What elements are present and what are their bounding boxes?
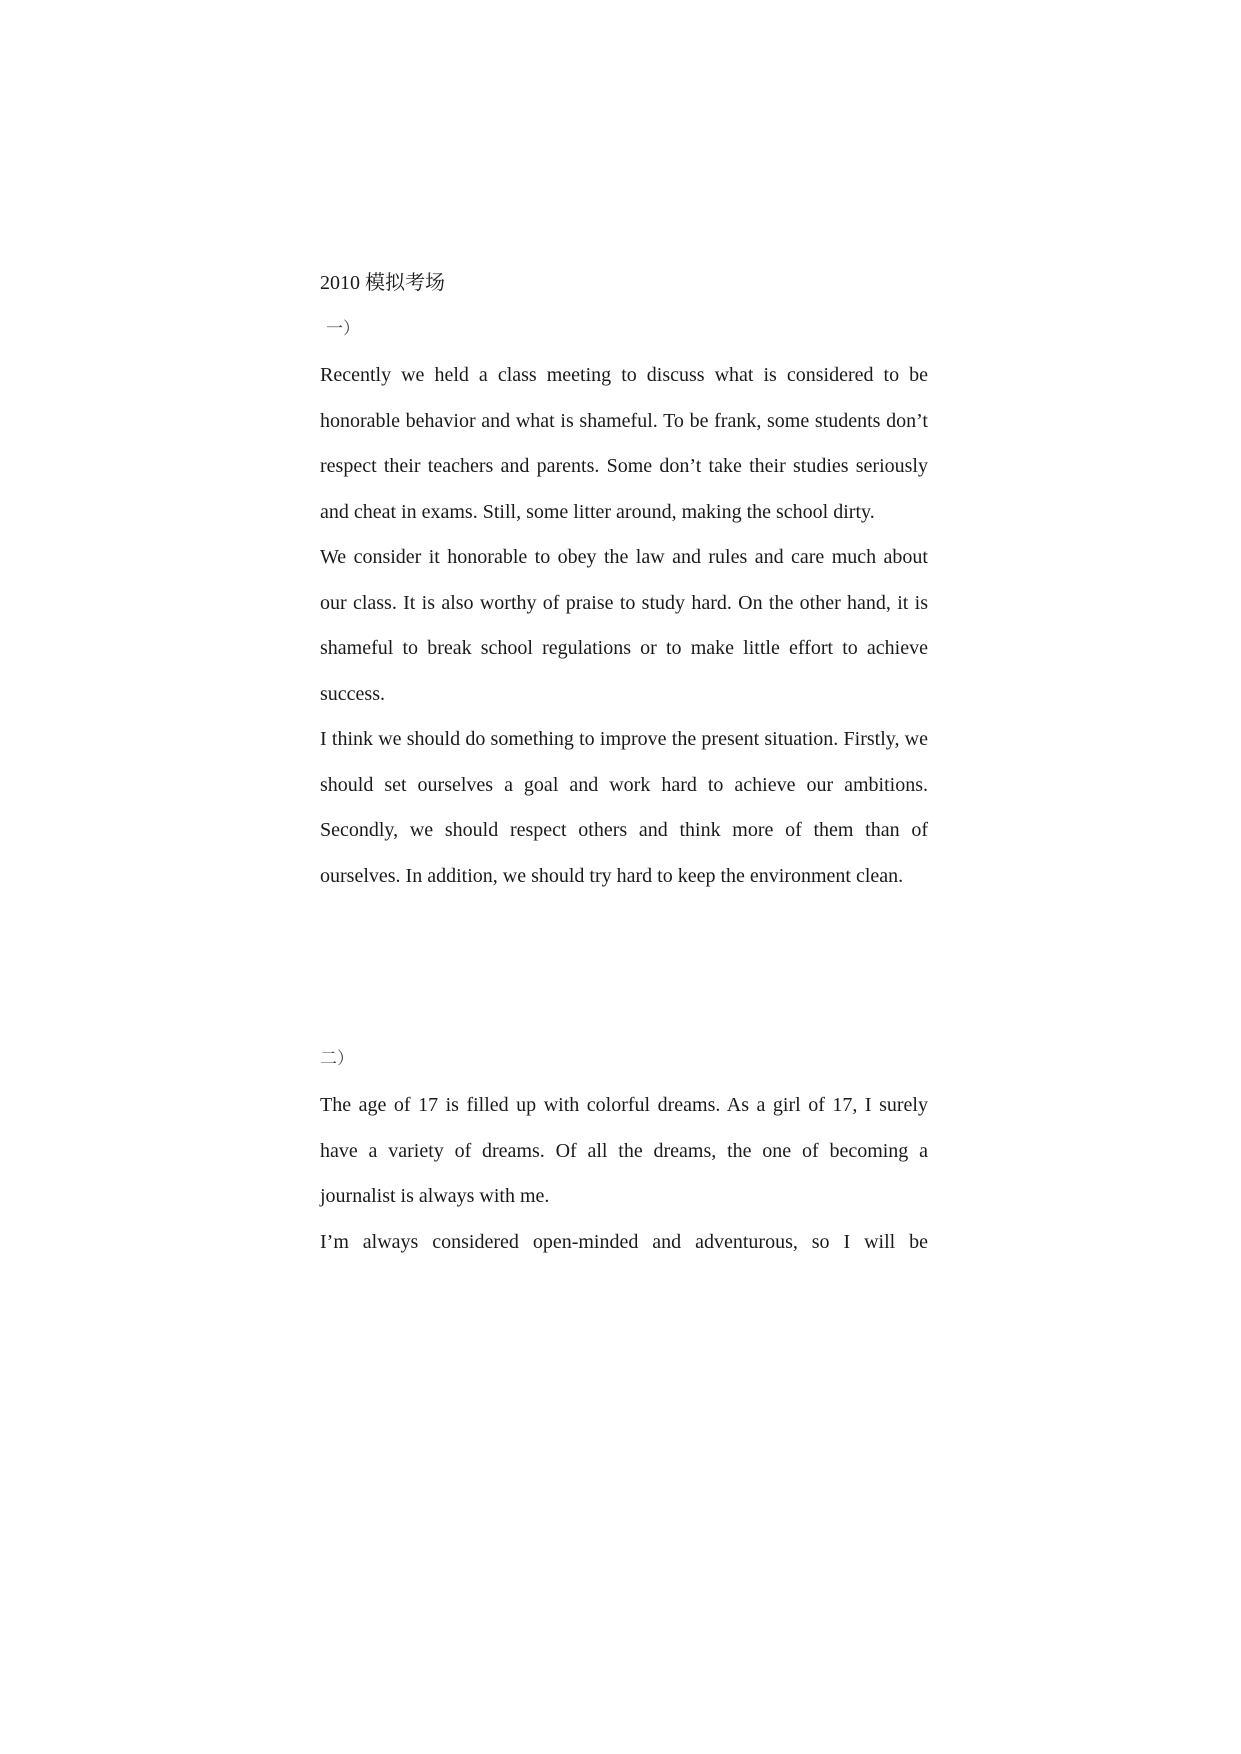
- section-1-paragraph-2: We consider it honorable to obey the law and rules and care much about our class. It is also worthy of praise to study hard. On the other hand, it is shameful to break school regulations or to make little effort to achieve success.: [320, 546, 928, 705]
- section-1-paragraph-1: Recently we held a class meeting to discuss what is considered to be honorable behavior and what is shameful. To be frank, some students don’t respect their teachers and parents. Some don’t take their studies seriously and cheat in exams. Still, some litter around, making the school dirty.: [320, 364, 928, 523]
- section-2-paragraph-2: I’m always considered open-minded and adventurous, so I will be: [320, 1230, 928, 1253]
- section-2-paragraph-1: The age of 17 is filled up with colorful dreams. As a girl of 17, I surely have a variety of dreams. Of all the dreams, the one of becoming a journalist is always with me.: [320, 1094, 928, 1207]
- section-1-body: [320, 353, 928, 899]
- document-title: 2010 模拟考场: [320, 272, 445, 294]
- section-2-body: [320, 1083, 928, 1265]
- section-2-label: 二）: [320, 1049, 354, 1068]
- section-1-paragraph-3: I think we should do something to improve the present situation. Firstly, we should set ourselves a goal and work hard to achieve our ambitions. Secondly, we should respect others and think more of them than of ourselves. In addition, we should try hard to keep the environment clean.: [320, 728, 928, 887]
- section-1-label: 一）: [326, 319, 360, 338]
